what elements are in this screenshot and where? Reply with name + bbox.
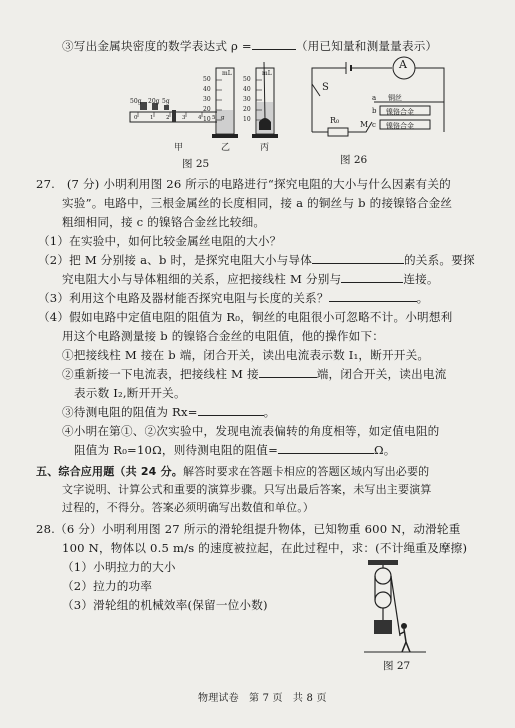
answer-blank — [341, 272, 403, 283]
q27-part3-end: 。 — [416, 291, 429, 305]
section-5-text: 文字说明、计算公式和重要的演算步骤。只写出最后答案，未写出主要演算 — [62, 483, 432, 496]
cylinder-mark: 30 — [203, 96, 211, 103]
page-footer: 物理试卷 第 7 页 共 8 页 — [198, 693, 327, 704]
cylinder-mark: 20 — [203, 106, 211, 113]
q26-item3 — [62, 38, 437, 54]
wire-nichrome-label: 镍铬合金 — [386, 122, 414, 130]
cylinder-mark: 40 — [243, 86, 251, 93]
figure-26 — [308, 56, 454, 146]
q27-step4-text: 阻值为 R₀=10Ω，则待测电阻的阻值= — [74, 443, 278, 457]
q27-part2-text: （2）把 M 分别接 a、b 时，是探究电阻大小与导体 — [38, 253, 313, 267]
section-5-title: 五、综合应用题（共 24 分。 — [36, 465, 183, 478]
cylinder-mark: 50 — [243, 76, 251, 83]
q27-part1: （1）在实验中，如何比较金属丝电阻的大小？ — [38, 234, 282, 248]
q27-step4: ④小明在第①、②次实验中，发现电流表偏转的角度相等，如定值电阻的 — [62, 424, 440, 438]
wire-copper-label: 铜丝 — [388, 94, 402, 102]
q27-step2 — [62, 366, 446, 382]
figure-27-drawing — [360, 560, 430, 656]
cylinder-mark: 40 — [203, 86, 211, 93]
figure-26-drawing — [308, 56, 454, 146]
answer-blank — [259, 367, 317, 378]
cylinder-mark: 50 — [203, 76, 211, 83]
terminal-b: b — [372, 107, 377, 115]
q28-line: 28.（6 分）小明利用图 27 所示的滑轮组提升物体，已知物重 600 N，动滑轮重 — [36, 522, 461, 536]
answer-blank — [278, 443, 374, 454]
section-5-text: 解答时要求在答题卡相应的答题区域内写出必要的 — [182, 465, 430, 478]
q28-part1: （1）小明拉力的大小 — [62, 560, 176, 574]
q27-part4: 用这个电路测量接 b 的镍铬合金丝的电阻值，他的操作如下： — [62, 329, 385, 343]
figure-26-caption: 图 26 — [340, 154, 368, 166]
section-5-heading — [36, 463, 429, 479]
terminal-c: c — [372, 121, 376, 129]
figure-27-caption: 图 27 — [383, 660, 411, 672]
scale-number: 1 — [150, 115, 154, 121]
q28-line: 100 N，物体以 0.5 m/s 的速度被拉起，在此过程中，求：(不计绳重及摩擦) — [62, 541, 468, 555]
answer-blank — [329, 291, 417, 302]
section-5-text: 过程的，不得分。答案必须明确写出数值和单位。） — [62, 501, 315, 514]
figure-25 — [118, 58, 298, 154]
terminal-a: a — [372, 94, 377, 102]
ammeter-label: A — [399, 58, 407, 71]
q27-part2-text: 的关系。要探 — [404, 253, 475, 267]
answer-blank — [312, 253, 404, 264]
answer-blank — [252, 39, 296, 50]
scale-unit: g — [221, 115, 225, 121]
q27-step2-text: ②重新接一下电流表，把接线柱 M 接 — [62, 367, 259, 381]
q27-step4-cont — [74, 442, 396, 458]
cylinder-mark: 20 — [243, 106, 251, 113]
q27-step3-end: 。 — [263, 405, 276, 419]
figure-25-caption: 图 25 — [182, 158, 210, 170]
resistor-label: R₀ — [330, 116, 340, 125]
scale-number: 5 — [212, 115, 216, 121]
q26-item3-suffix: （用已知量和测量量表示） — [295, 39, 438, 53]
q27-step3 — [62, 404, 275, 420]
cylinder-mark: 10 — [203, 116, 211, 123]
weight-label: 50g — [130, 98, 142, 105]
figure-27 — [360, 560, 430, 656]
q27-part2-text: 连接。 — [403, 272, 439, 286]
scale-number: 3 — [182, 115, 186, 121]
q27-part2 — [38, 252, 475, 268]
cylinder-mark: 10 — [243, 116, 251, 123]
terminal-M: M — [360, 120, 369, 129]
weight-label: 5g — [162, 98, 170, 105]
weight-label: 20g — [148, 98, 160, 105]
wire-nichrome-label: 镍铬合金 — [386, 108, 414, 116]
q27-step2-text: 端，闭合开关，读出电流 — [316, 367, 447, 381]
label-bing: 丙 — [260, 143, 270, 153]
q27-part2-text: 究电阻大小与导体粗细的关系，应把接线柱 M 分别与 — [62, 272, 342, 286]
answer-blank — [198, 405, 264, 416]
cylinder-unit: mL — [222, 70, 232, 77]
q28-part2: （2）拉力的功率 — [62, 579, 153, 593]
cylinder-unit: mL — [262, 70, 272, 77]
q26-item3-prefix: ③写出金属块密度的数学表达式 ρ = — [62, 39, 252, 53]
q27-step4-unit: Ω。 — [373, 443, 396, 457]
scale-number: 2 — [166, 115, 170, 121]
scale-number: 4 — [198, 115, 202, 121]
label-jia: 甲 — [174, 143, 184, 153]
q27-part4: （4）假如电路中定值电阻的阻值为 R₀，铜丝的电阻很小可忽略不计。小明想利 — [38, 310, 453, 324]
q27-step2-cont: 表示数 I₂,断开开关。 — [74, 386, 186, 400]
q28-part3: （3）滑轮组的机械效率(保留一位小数) — [62, 598, 268, 612]
q27-step3-text: ③待测电阻的阻值为 Rx= — [62, 405, 198, 419]
scale-number: 0 — [134, 115, 138, 121]
label-yi: 乙 — [221, 143, 231, 153]
q27-part3-text: （3）利用这个电路及器材能否探究电阻与长度的关系？ — [38, 291, 329, 305]
q27-step1: ①把接线柱 M 接在 b 端，闭合开关，读出电流表示数 I₁，断开开关。 — [62, 348, 430, 362]
switch-label: S — [322, 82, 329, 93]
q27-line: 实验”。电路中，三根金属丝的长度相同，接 a 的铜丝与 b 的接镍铬合金丝 — [62, 196, 453, 210]
q27-line: 粗细相同，接 c 的镍铬合金丝比较细。 — [62, 215, 266, 229]
q27-line: 27. (7 分) 小明利用图 26 所示的电路进行“探究电阻的大小与什么因素有关的 — [36, 177, 451, 191]
cylinder-mark: 30 — [243, 96, 251, 103]
q27-part2-cont — [62, 271, 439, 287]
q27-part3 — [38, 290, 428, 306]
